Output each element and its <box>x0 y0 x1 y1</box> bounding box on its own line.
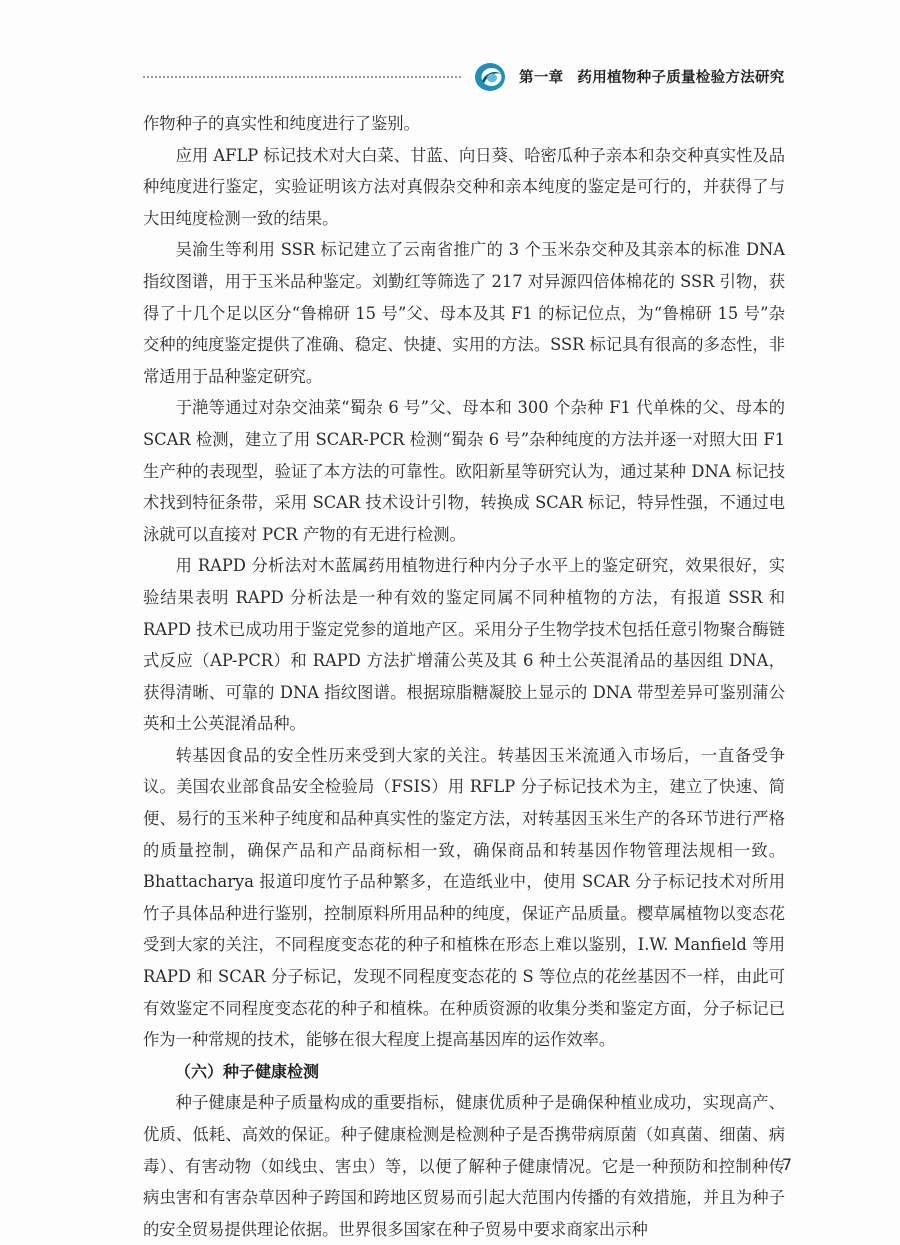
section-heading: （六）种子健康检测 <box>175 1061 320 1081</box>
chapter-name: 药用植物种子质量检验方法研究 <box>577 70 785 86</box>
body-paragraph: 于滟等通过对杂交油菜“蜀杂 6 号”父、母本和 300 个杂种 F1 代单株的父、母本的 SCAR 检测，建立了用 SCAR-PCR 检测“蜀杂 6 号”杂种纯度的方法并逐一对照大田 F1 生产种的表现型，验证了本方法的可靠性。欧阳新星等研究认为，通过某种 DNA 标记技术找到特征条带，采用 SCAR 技术设计引物，转换成 SCAR 标记，特异性强，不通过电泳就可以直接对 PCR 产物的有无进行检测。 <box>143 398 785 544</box>
body-paragraph: 用 RAPD 分析法对木蓝属药用植物进行种内分子水平上的鉴定研究，效果很好，实验结果表明 RAPD 分析法是一种有效的鉴定同属不同种植物的方法，有报道 SSR 和 RAPD 技术已成功用于鉴定党参的道地产区。采用分子生物学技术包括任意引物聚合酶链式反应（AP-PCR）和 RAPD 方法扩增蒲公英及其 6 种土公英混淆品的基因组 DNA，获得清晰、可靠的 DNA 指纹图谱。根据琼脂糖凝胶上显示的 DNA 带型差异可鉴别蒲公英和土公英混淆品种。 <box>143 556 785 734</box>
body-paragraph: 转基因食品的安全性历来受到大家的关注。转基因玉米流通入市场后，一直备受争议。美国农业部食品安全检验局（FSIS）用 RFLP 分子标记技术为主，建立了快速、简便、易行的玉米种子纯度和品种真实性的鉴定方法，对转基因玉米生产的各环节进行严格的质量控制，确保产品和产品商标相一致，确保商品和转基因作物管理法规相一致。Bhattacharya 报道印度竹子品种繁多，在造纸业中，使用 SCAR 分子标记技术对所用竹子具体品种进行鉴别，控制原料所用品种的纯度，保证产品质量。樱草属植物以变态花受到大家的关注，不同程度变态花的种子和植株在形态上难以鉴别，I.W. Manfield 等用 RAPD 和 SCAR 分子标记，发现不同程度变态花的 S 等位点的花丝基因不一样，由此可有效鉴定不同程度变态花的种子和植株。在种质资源的收集分类和鉴定方面，分子标记已作为一种常规的技术，能够在很大程度上提高基因库的运作效率。 <box>143 745 785 1050</box>
page-number: 7 <box>781 1155 792 1174</box>
body-paragraph: 作物种子的真实性和纯度进行了鉴别。 <box>143 114 420 133</box>
body-paragraph: 应用 AFLP 标记技术对大白菜、甘蓝、向日葵、哈密瓜种子亲本和杂交种真实性及品种纯度进行鉴定，实验证明该方法对真假杂交种和亲本纯度的鉴定是可行的，并获得了与大田纯度检测一致的结果。 <box>143 145 785 228</box>
header-dotted-rule <box>143 76 461 78</box>
chapter-title <box>519 66 789 87</box>
body-paragraph: 吴渝生等利用 SSR 标记建立了云南省推广的 3 个玉米杂交种及其亲本的标准 DNA 指纹图谱，用于玉米品种鉴定。刘勤红等筛选了 217 对异源四倍体棉花的 SSR 引物，获得了十几个足以区分“鲁棉研 15 号”父、母本及其 F1 的标记位点，为“鲁棉研 15 号”杂交种的纯度鉴定提供了准确、稳定、快捷、实用的方法。SSR 标记具有很高的多态性，非常适用于品种鉴定研究。 <box>143 240 785 386</box>
chapter-number: 第一章 <box>519 70 564 86</box>
running-header <box>143 60 783 94</box>
page-body <box>143 108 785 1245</box>
section-paragraph: 种子健康是种子质量构成的重要指标，健康优质种子是确保种植业成功，实现高产、优质、低耗、高效的保证。种子健康检测是检测种子是否携带病原菌（如真菌、细菌、病毒）、有害动物（如线虫、害虫）等，以便了解种子健康情况。它是一种预防和控制种传病虫害和有害杂草因种子跨国和跨地区贸易而引起大范围内传播的有效措施，并且为种子的安全贸易提供理论依据。世界很多国家在种子贸易中要求商家出示种 <box>143 1093 785 1239</box>
swirl-logo-icon <box>473 60 507 94</box>
